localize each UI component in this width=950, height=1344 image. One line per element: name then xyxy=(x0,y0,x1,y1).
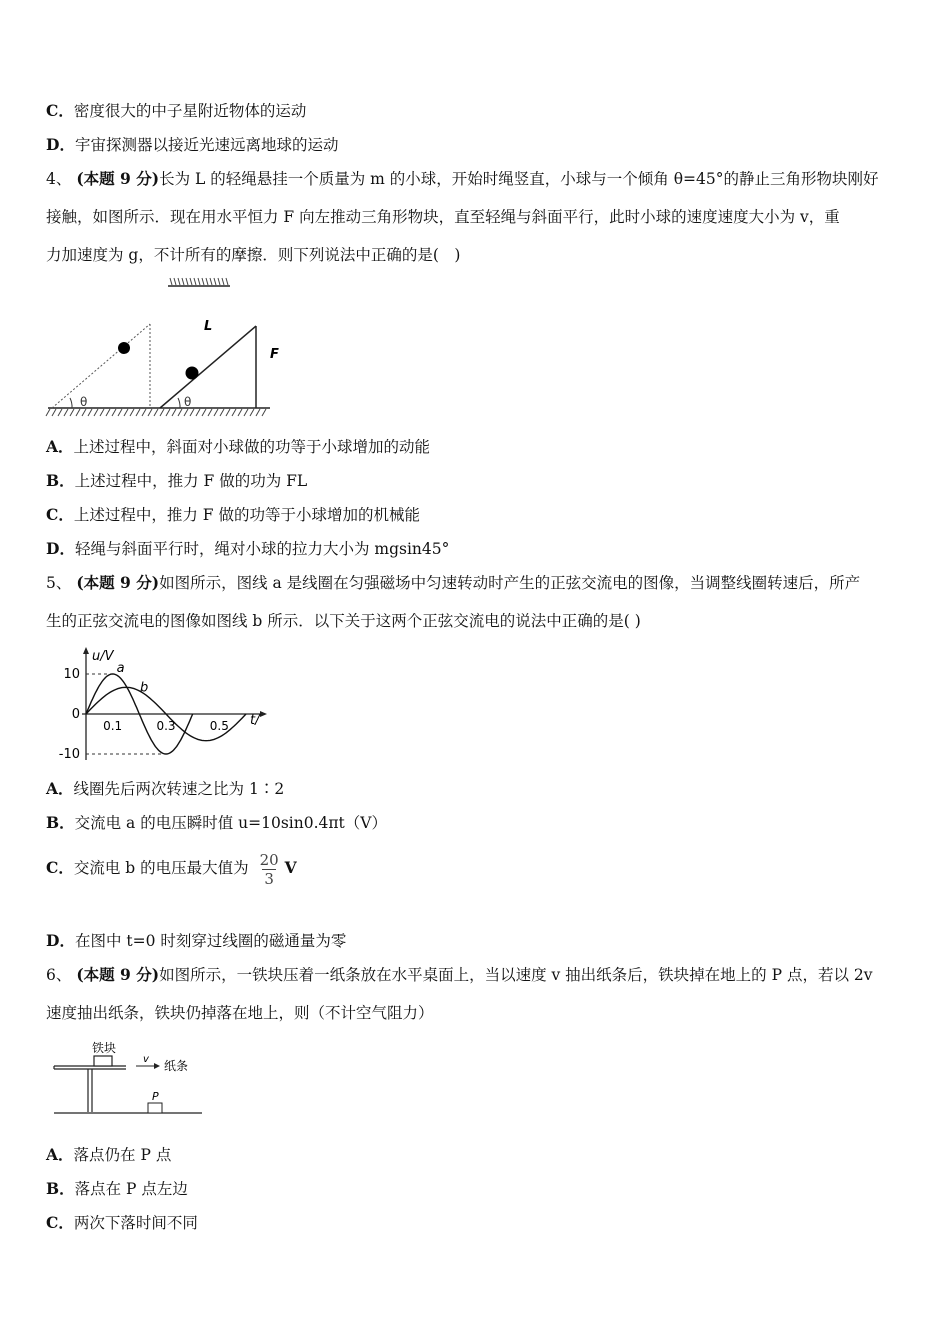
x-tick-label: 0.1 xyxy=(103,719,123,733)
option-text: 线圈先后两次转速之比为 1∶2 xyxy=(73,780,285,798)
fraction-numerator: 20 xyxy=(259,850,279,869)
q4-stem-line-2: 接触，如图所示．现在用水平恒力 F 向左推动三角形物块，直至轻绳与斜面平行，此时小球的速度速度大小为 v，重 xyxy=(46,208,840,226)
x-axis-label: t/ xyxy=(250,713,260,728)
option-text: 两次下落时间不同 xyxy=(73,1214,198,1232)
x-tick-label: 0.3 xyxy=(156,719,176,733)
option-key: C． xyxy=(46,858,74,877)
q4-stem-line-3: 力加速度为 g，不计所有的摩擦．则下列说法中正确的是( ) xyxy=(46,246,461,264)
q5-stem-line-2: 生的正弦交流电的图像如图线 b 所示．以下关于这两个正弦交流电的说法中正确的是( ) xyxy=(46,612,641,630)
q4-stem-line-1 xyxy=(46,168,910,190)
theta-label: θ xyxy=(80,395,88,409)
option-text: 上述过程中，推力 F 做的功为 FL xyxy=(74,472,308,490)
q5-option-b xyxy=(46,812,910,834)
q4-option-d xyxy=(46,538,910,560)
question-number: 4、 xyxy=(46,170,72,188)
label-P: P xyxy=(152,1090,159,1103)
label-F: F xyxy=(270,347,279,362)
option-key: D． xyxy=(46,931,75,950)
q6-stem-line-1 xyxy=(46,964,910,986)
option-text: 轻绳与斜面平行时，绳对小球的拉力大小为 mgsin45° xyxy=(74,540,450,558)
question-stem: 长为 L 的轻绳悬挂一个质量为 m 的小球，开始时绳竖直，小球与一个倾角 θ=45°的静止三角形物块刚好 xyxy=(159,170,879,188)
q5-option-d xyxy=(46,930,910,952)
y-axis-arrow xyxy=(83,647,89,654)
option-text: 密度很大的中子星附近物体的运动 xyxy=(73,102,307,120)
option-key: A． xyxy=(46,779,74,798)
label-v: v xyxy=(143,1054,149,1065)
question-number: 5、 xyxy=(46,574,72,592)
y-tick-label: 10 xyxy=(63,667,80,682)
q6-option-c xyxy=(46,1212,910,1234)
y-tick-label: 0 xyxy=(71,707,80,722)
fraction xyxy=(258,851,281,888)
option-key: A． xyxy=(46,1145,74,1164)
y-axis-label: u/V xyxy=(92,649,114,664)
q4-option-b xyxy=(46,470,910,492)
q5-stem-line-1 xyxy=(46,572,910,594)
series-b-label: b xyxy=(140,680,149,696)
option-key: C． xyxy=(46,505,74,524)
unit: V xyxy=(284,858,297,877)
y-tick-label: -10 xyxy=(58,747,80,762)
option-key: B． xyxy=(46,1179,75,1198)
fraction-denominator: 3 xyxy=(264,869,274,888)
q5-ac-voltage-chart xyxy=(56,644,276,768)
question-points: (本题 9 分) xyxy=(76,965,160,984)
option-key: B． xyxy=(46,813,75,832)
option-key: B． xyxy=(46,471,75,490)
x-axis-arrow xyxy=(260,711,267,717)
question-number: 6、 xyxy=(46,966,72,984)
q6-option-a xyxy=(46,1144,910,1166)
q6-stem-line-2: 速度抽出纸条，铁块仍掉落在地上，则（不计空气阻力） xyxy=(46,1004,434,1022)
q5-option-c xyxy=(46,848,910,888)
series-a-label: a xyxy=(116,661,125,676)
option-text: 落点在 P 点左边 xyxy=(74,1180,188,1198)
option-key: C． xyxy=(46,1213,74,1232)
q3-option-d xyxy=(46,134,910,156)
option-text: 在图中 t=0 时刻穿过线圈的磁通量为零 xyxy=(74,932,347,950)
option-text: 交流电 a 的电压瞬时值 u=10sin0.4πt（V） xyxy=(74,814,387,832)
q4-figure-incline xyxy=(44,272,294,422)
q3-option-c xyxy=(46,100,910,122)
x-tick-label: 0.5 xyxy=(209,719,229,733)
q5-option-a xyxy=(46,778,910,800)
option-key: A． xyxy=(46,437,74,456)
q4-option-a xyxy=(46,436,910,458)
option-key: C． xyxy=(46,101,74,120)
option-text: 上述过程中，斜面对小球做的功等于小球增加的动能 xyxy=(73,438,431,456)
option-text: 落点仍在 P 点 xyxy=(73,1146,172,1164)
option-key: D． xyxy=(46,135,75,154)
label-paper-strip: 纸条 xyxy=(164,1059,189,1073)
question-stem: 如图所示，一铁块压着一纸条放在水平桌面上，当以速度 v 抽出纸条后，铁块掉在地上的 P 点，若以 2v xyxy=(159,966,873,984)
q6-option-b xyxy=(46,1178,910,1200)
q6-figure-table xyxy=(50,1036,210,1120)
question-points: (本题 9 分) xyxy=(76,573,160,592)
question-points: (本题 9 分) xyxy=(76,169,160,188)
question-stem: 如图所示，图线 a 是线圈在匀强磁场中匀速转动时产生的正弦交流电的图像，当调整线圈转速后，所产 xyxy=(159,574,861,592)
theta-label: θ xyxy=(184,395,192,409)
q4-option-c xyxy=(46,504,910,526)
option-text: 上述过程中，推力 F 做的功等于小球增加的机械能 xyxy=(73,506,420,524)
option-text: 交流电 b 的电压最大值为 xyxy=(73,859,249,877)
option-key: D． xyxy=(46,539,75,558)
label-iron-block: 铁块 xyxy=(92,1041,117,1055)
label-L: L xyxy=(204,319,213,334)
option-text: 宇宙探测器以接近光速远离地球的运动 xyxy=(74,136,339,154)
